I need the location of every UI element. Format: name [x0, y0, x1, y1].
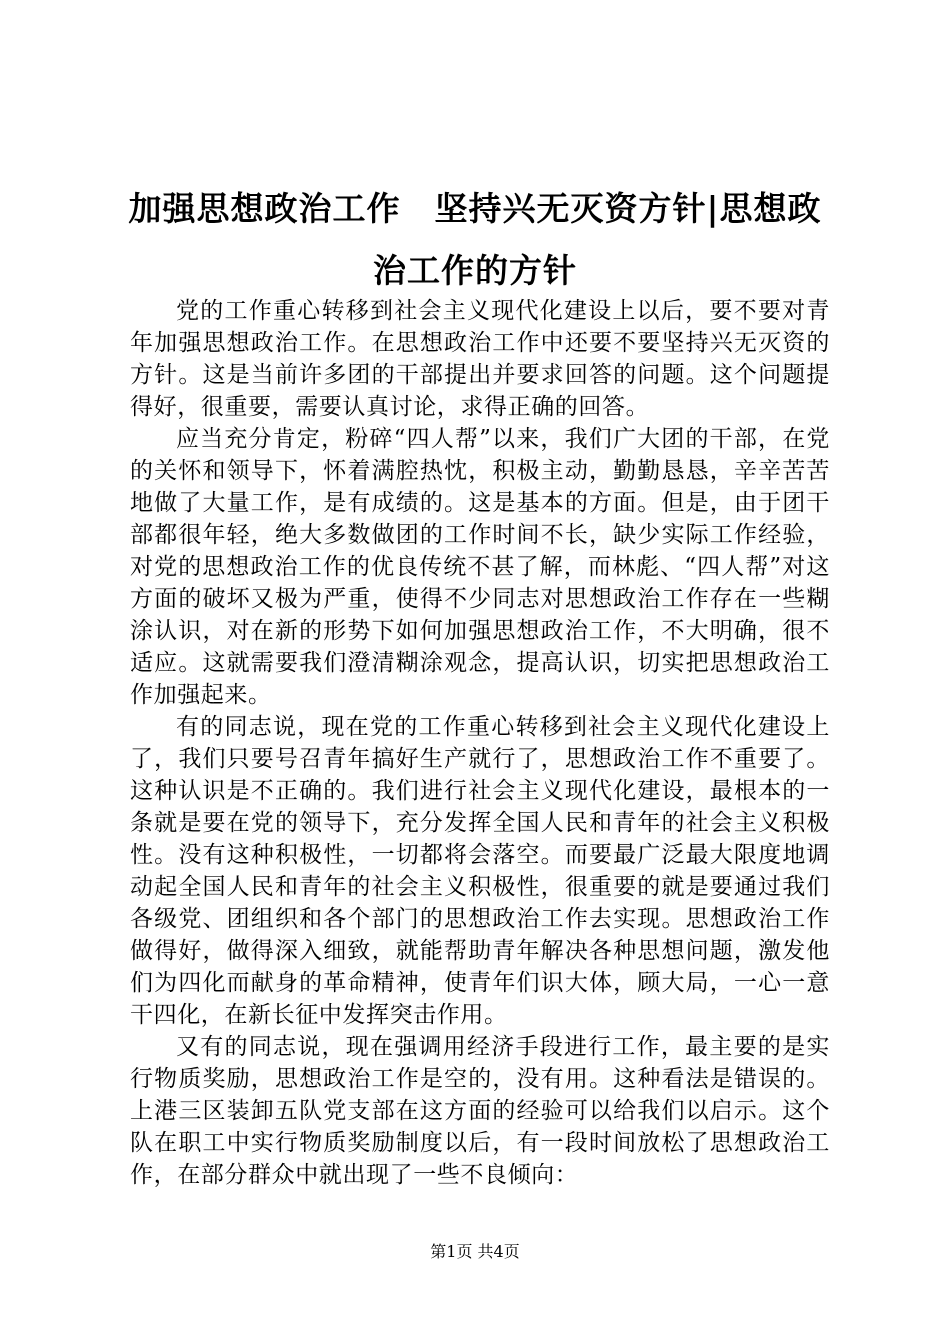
paragraph-2: 应当充分肯定，粉碎“四人帮”以来，我们广大团的干部，在党的关怀和领导下，怀着满腔热忱，积极主动，勤勤恳恳，辛辛苦苦地做了大量工作，是有成绩的。这是基本的方面。但是，由于团干部都很年轻，绝大多数做团的工作时间不长，缺少实际工作经验，对党的思想政治工作的优良传统不甚了解，而林彪、“四人帮”对这方面的破坏又极为严重，使得不少同志对思想政治工作存在一些糊涂认识，对在新的形势下如何加强思想政治工作，不大明确，很不适应。这就需要我们澄清糊涂观念，提高认识，切实把思想政治工作加强起来。 [130, 426, 830, 708]
paragraph-4: 又有的同志说，现在强调用经济手段进行工作，最主要的是实行物质奖励，思想政治工作是空的，没有用。这种看法是错误的。上港三区装卸五队党支部在这方面的经验可以给我们以启示。这个队在职工中实行物质奖励制度以后，有一段时间放松了思想政治工作，在部分群众中就出现了一些不良倾向： [130, 1034, 830, 1188]
document-body [130, 295, 830, 1191]
page-footer: 第1页 共4页 [430, 1242, 520, 1261]
document-title: 加强思想政治工作 坚持兴无灭资方针|思想政治工作的方针 [128, 189, 822, 290]
paragraph-3: 有的同志说，现在党的工作重心转移到社会主义现代化建设上了，我们只要号召青年搞好生产就行了，思想政治工作不重要了。这种认识是不正确的。我们进行社会主义现代化建设，最根本的一条就是要在党的领导下，充分发挥全国人民和青年的社会主义积极性。没有这种积极性，一切都将会落空。而要最广泛最大限度地调动起全国人民和青年的社会主义积极性，很重要的就是要通过我们各级党、团组织和各个部门的思想政治工作去实现。思想政治工作做得好，做得深入细致，就能帮助青年解决各种思想问题，激发他们为四化而献身的革命精神，使青年们识大体，顾大局，一心一意干四化，在新长征中发挥突击作用。 [130, 714, 830, 1028]
paragraph-1: 党的工作重心转移到社会主义现代化建设上以后，要不要对青年加强思想政治工作。在思想政治工作中还要不要坚持兴无灭资的方针。这是当前许多团的干部提出并要求回答的问题。这个问题提得好，很重要，需要认真讨论，求得正确的回答。 [130, 298, 830, 420]
